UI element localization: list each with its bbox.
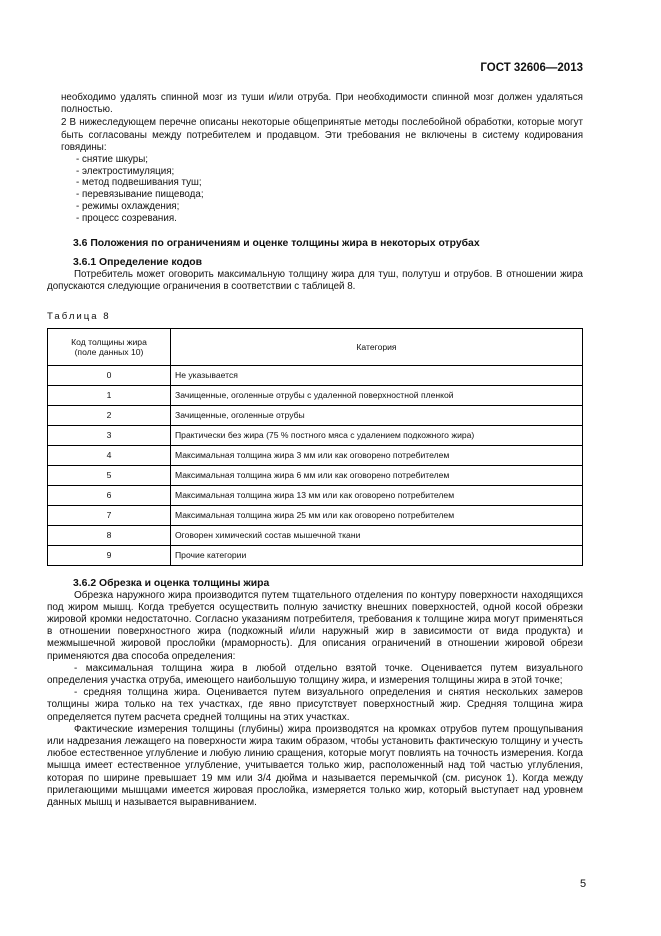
list-item: - метод подвешивания туш; <box>76 177 202 189</box>
code-cell: 8 <box>48 525 171 545</box>
category-cell: Максимальная толщина жира 25 мм или как оговорено потребителем <box>171 505 583 525</box>
column-header-code-line1: Код толщины жира <box>71 336 147 347</box>
fat-thickness-table <box>47 328 583 566</box>
list-item: - режимы охлаждения; <box>76 200 180 212</box>
subsection-3-6-2-para-1: Обрезка наружного жира производится путем тщательного отделения по контуру поверхности находящихся под жиром мышц. Когда требуется осуществить полную зачистку внешних поверхностей, одной косой обрезки жировой кромки недостаточно. Согласно указаниям потребителя, требования к толщине жира могут применяться в отношении поверхностного жира (подкожный и/или наружный жир в зависимости от вида продукта) и межмышечной жировой прослойки (мраморность). Для описания ограничений в отношении жировой обрези применяются два способа определения: <box>47 589 583 662</box>
category-cell: Зачищенные, оголенные отрубы <box>171 405 583 425</box>
table-row <box>48 465 583 485</box>
category-cell: Прочие категории <box>171 545 583 565</box>
category-cell: Зачищенные, оголенные отрубы с удаленной поверхностной пленкой <box>171 385 583 405</box>
category-cell: Максимальная толщина жира 6 мм или как оговорено потребителем <box>171 465 583 485</box>
table-row <box>48 425 583 445</box>
category-cell: Максимальная толщина жира 3 мм или как оговорено потребителем <box>171 445 583 465</box>
code-cell: 3 <box>48 425 171 445</box>
code-cell: 9 <box>48 545 171 565</box>
post-slaughter-methods-list <box>47 154 583 224</box>
definition-avg-thickness: - средняя толщина жира. Оценивается путем визуального определения и снятия нескольких замеров толщины жира только на тех участках, где явно присутствует поверхностный жир. Средняя толщина жира определяется путем расчета средней толщины на этих участках. <box>47 687 583 723</box>
definition-max-thickness: - максимальная толщина жира в любой отдельно взятой точке. Оценивается путем визуального определения участка отруба, имеющего наибольшую толщину жира, и измерения толщины жира в этой точке; <box>47 662 583 687</box>
list-item: - процесс созревания. <box>76 212 177 224</box>
code-cell: 1 <box>48 385 171 405</box>
table-caption: Таблица 8 <box>47 310 111 322</box>
subsection-3-6-2-para-2: Фактические измерения толщины (глубины) жира производятся на кромках отрубов путем прощупывания или надрезания лежащего на поверхности жира таким образом, чтобы установить фактическую толщину и учесть любое естественное углубление и любую линию сращения, которые могут повлиять на точность измерения. Когда мышца имеет естественное углубление, учитывается только жир, расположенный над той частью углубления, которая по ширине превышает 19 мм или 3/4 дюйма и называется перемычкой (см. рисунок 1). Когда между прилегающими мышцами имеется жировая прослойка, измеряется только жир, который выступает над уровнем данных мышц и называется выравниванием. <box>47 723 583 809</box>
table-row <box>48 385 583 405</box>
subsection-heading-3-6-1: 3.6.1 Определение кодов <box>73 257 203 269</box>
list-item: - электростимуляция; <box>76 165 175 177</box>
page-content <box>47 92 583 809</box>
code-cell: 0 <box>48 365 171 385</box>
category-cell: Практически без жира (75 % постного мяса с удалением подкожного жира) <box>171 425 583 445</box>
standard-header: ГОСТ 32606—2013 <box>480 62 583 74</box>
page-number: 5 <box>580 878 587 890</box>
table-row <box>48 485 583 505</box>
column-header-code <box>48 328 171 365</box>
category-cell: Не указывается <box>171 365 583 385</box>
category-cell: Оговорен химический состав мышечной ткани <box>171 525 583 545</box>
table-row <box>48 365 583 385</box>
note-2: 2 В нижеследующем перечне описаны некоторые общепринятые методы послебойной обработки, которые могут быть согласованы между потребителем и продавцом. Эти требования не включены в систему кодирования говядины: <box>61 117 583 153</box>
table-row <box>48 445 583 465</box>
code-cell: 5 <box>48 465 171 485</box>
section-heading-3-6: 3.6 Положения по ограничениям и оценке толщины жира в некоторых отрубах <box>73 238 480 250</box>
table-header-row <box>48 328 583 365</box>
code-cell: 2 <box>48 405 171 425</box>
subsection-3-6-1-text: Потребитель может оговорить максимальную толщину жира для туш, полутуш и отрубов. В отношении жира допускаются следующие ограничения в соответствии с таблицей 8. <box>47 269 583 293</box>
subsection-heading-3-6-2: 3.6.2 Обрезка и оценка толщины жира <box>73 577 270 589</box>
table-row <box>48 505 583 525</box>
table-row <box>48 405 583 425</box>
table-row <box>48 545 583 565</box>
column-header-code-line2: (поле данных 10) <box>74 346 144 357</box>
list-item: - перевязывание пищевода; <box>76 189 204 201</box>
code-cell: 6 <box>48 485 171 505</box>
code-cell: 7 <box>48 505 171 525</box>
code-cell: 4 <box>48 445 171 465</box>
table-row <box>48 525 583 545</box>
column-header-category: Категория <box>171 328 583 365</box>
note-1-continuation: необходимо удалять спинной мозг из туши и/или отруба. При необходимости спинной мозг должен удаляться полностью. <box>61 92 583 116</box>
category-cell: Максимальная толщина жира 13 мм или как оговорено потребителем <box>171 485 583 505</box>
list-item: - снятие шкуры; <box>76 154 148 166</box>
